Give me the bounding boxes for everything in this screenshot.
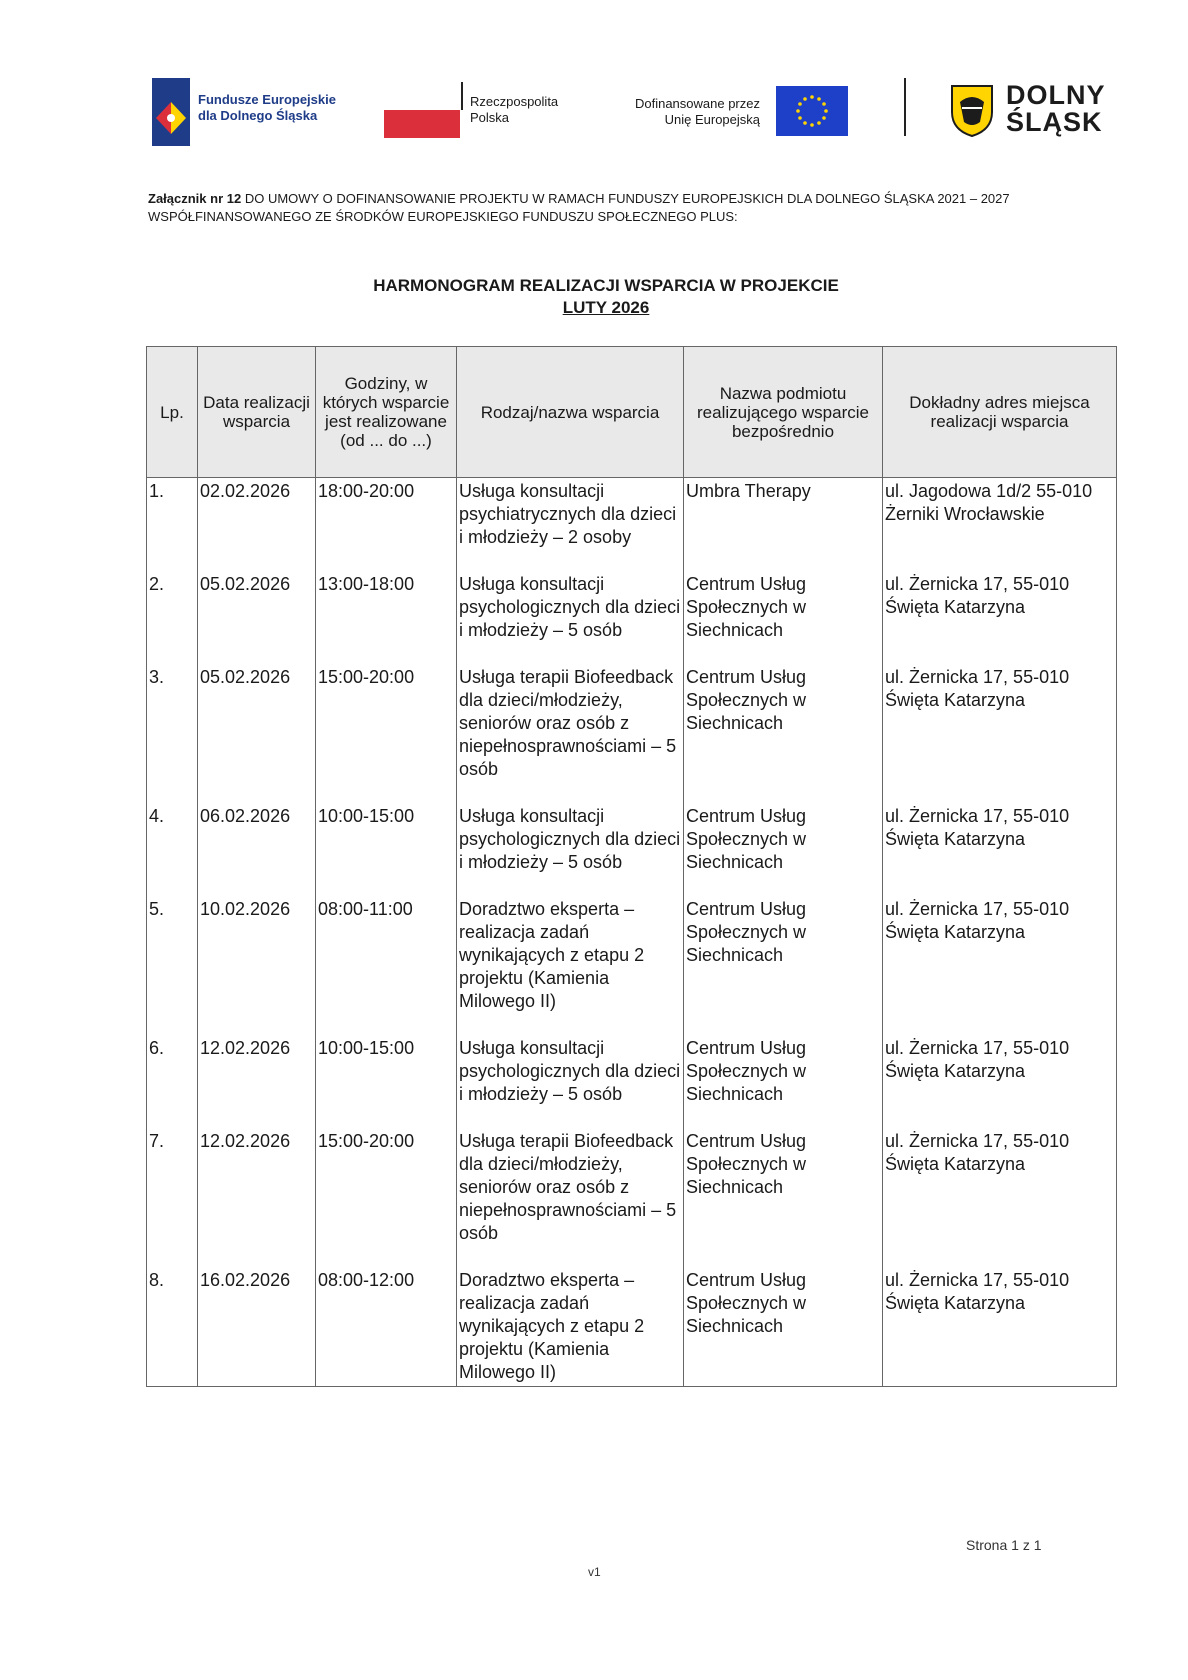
cell-address: ul. Żernicka 17, 55-010 Święta Katarzyna <box>883 1128 1117 1267</box>
cell-hours: 08:00-11:00 <box>316 896 457 1035</box>
fe-line2: dla Dolnego Śląska <box>198 108 318 123</box>
cell-hours: 10:00-15:00 <box>316 1035 457 1128</box>
cell-date: 02.02.2026 <box>198 478 316 572</box>
fe-logo-text <box>198 92 336 124</box>
table-row <box>147 571 1117 664</box>
document-subtitle: LUTY 2026 <box>562 298 650 317</box>
document-title-block <box>148 275 1064 319</box>
cell-address: ul. Jagodowa 1d/2 55-010 Żerniki Wrocławskie <box>883 478 1117 572</box>
eu-logo-text <box>610 96 760 128</box>
cell-lp: 2. <box>147 571 198 664</box>
cell-type: Doradztwo eksperta – realizacja zadań wynikających z etapu 2 projektu (Kamienia Milowego II) <box>457 896 684 1035</box>
attachment-note <box>148 190 1068 226</box>
cell-type: Usługa terapii Biofeedback dla dzieci/młodzieży, seniorów oraz osób z niepełnosprawnościami – 5 osób <box>457 1128 684 1267</box>
table-row <box>147 664 1117 803</box>
cell-type: Usługa konsultacji psychiatrycznych dla dzieci i młodzieży – 2 osoby <box>457 478 684 572</box>
cell-type: Usługa terapii Biofeedback dla dzieci/młodzieży, seniorów oraz osób z niepełnosprawnościami – 5 osób <box>457 664 684 803</box>
cell-address: ul. Żernicka 17, 55-010 Święta Katarzyna <box>883 803 1117 896</box>
cell-date: 05.02.2026 <box>198 571 316 664</box>
cell-provider: Centrum Usług Społecznych w Siechnicach <box>684 664 883 803</box>
attachment-text: DO UMOWY O DOFINANSOWANIE PROJEKTU W RAMACH FUNDUSZY EUROPEJSKICH DLA DOLNEGO ŚLĄSKA 2021 – 2027 WSPÓŁFINANSOWANEGO ZE ŚRODKÓW EUROPEJSKIEGO FUNDUSZU SPOŁECZNEGO PLUS: <box>148 191 1010 224</box>
table-row <box>147 1267 1117 1387</box>
cell-date: 06.02.2026 <box>198 803 316 896</box>
cell-date: 16.02.2026 <box>198 1267 316 1387</box>
cell-address: ul. Żernicka 17, 55-010 Święta Katarzyna <box>883 1035 1117 1128</box>
cell-provider: Centrum Usług Społecznych w Siechnicach <box>684 571 883 664</box>
cell-hours: 08:00-12:00 <box>316 1267 457 1387</box>
table-row <box>147 1128 1117 1267</box>
version-label: v1 <box>588 1565 601 1579</box>
page-number: Strona 1 z 1 <box>966 1537 1042 1553</box>
cell-hours: 15:00-20:00 <box>316 1128 457 1267</box>
pl-line2: Polska <box>470 110 510 125</box>
dolny-slask-crest-icon <box>948 82 996 138</box>
cell-lp: 1. <box>147 478 198 572</box>
table-header-row <box>147 347 1117 478</box>
table-row <box>147 478 1117 572</box>
cell-lp: 7. <box>147 1128 198 1267</box>
cell-hours: 18:00-20:00 <box>316 478 457 572</box>
cell-address: ul. Żernicka 17, 55-010 Święta Katarzyna <box>883 571 1117 664</box>
cell-provider: Centrum Usług Społecznych w Siechnicach <box>684 803 883 896</box>
pl-line1: Rzeczpospolita <box>470 94 559 109</box>
attachment-prefix: Załącznik nr 12 <box>148 191 242 206</box>
cell-lp: 3. <box>147 664 198 803</box>
dolny-slask-logo-text <box>1006 82 1106 136</box>
column-header-type: Rodzaj/nazwa wsparcia <box>457 347 684 478</box>
cell-type: Usługa konsultacji psychologicznych dla dzieci i młodzieży – 5 osób <box>457 803 684 896</box>
cell-lp: 8. <box>147 1267 198 1387</box>
cell-address: ul. Żernicka 17, 55-010 Święta Katarzyna <box>883 896 1117 1035</box>
fundusze-europejskie-logo-icon <box>152 78 190 146</box>
eu-flag-icon <box>776 86 848 136</box>
cell-provider: Centrum Usług Społecznych w Siechnicach <box>684 1267 883 1387</box>
column-header-date: Data realizacji wsparcia <box>198 347 316 478</box>
pl-logo-text <box>470 94 558 126</box>
table-row <box>147 1035 1117 1128</box>
cell-type: Doradztwo eksperta – realizacja zadań wynikających z etapu 2 projektu (Kamienia Milowego II) <box>457 1267 684 1387</box>
divider <box>904 78 906 136</box>
cell-type: Usługa konsultacji psychologicznych dla dzieci i młodzieży – 5 osób <box>457 1035 684 1128</box>
column-header-provider: Nazwa podmiotu realizującego wsparcie bezpośrednio <box>684 347 883 478</box>
cell-date: 05.02.2026 <box>198 664 316 803</box>
column-header-address: Dokładny adres miejsca realizacji wsparcia <box>883 347 1117 478</box>
ds-line1: DOLNY <box>1006 80 1106 110</box>
table-row <box>147 896 1117 1035</box>
cell-hours: 10:00-15:00 <box>316 803 457 896</box>
schedule-table <box>146 346 1117 1387</box>
cell-hours: 13:00-18:00 <box>316 571 457 664</box>
table-row <box>147 803 1117 896</box>
cell-provider: Umbra Therapy <box>684 478 883 572</box>
cell-date: 12.02.2026 <box>198 1128 316 1267</box>
eu-line2: Unię Europejską <box>664 112 760 127</box>
cell-lp: 4. <box>147 803 198 896</box>
polish-flag-icon <box>384 82 460 138</box>
cell-date: 12.02.2026 <box>198 1035 316 1128</box>
cell-date: 10.02.2026 <box>198 896 316 1035</box>
column-header-lp: Lp. <box>147 347 198 478</box>
ds-line2: ŚLĄSK <box>1006 107 1103 137</box>
cell-type: Usługa konsultacji psychologicznych dla dzieci i młodzieży – 5 osób <box>457 571 684 664</box>
cell-address: ul. Żernicka 17, 55-010 Święta Katarzyna <box>883 664 1117 803</box>
cell-lp: 5. <box>147 896 198 1035</box>
cell-provider: Centrum Usług Społecznych w Siechnicach <box>684 1035 883 1128</box>
cell-address: ul. Żernicka 17, 55-010 Święta Katarzyna <box>883 1267 1117 1387</box>
document-title: HARMONOGRAM REALIZACJI WSPARCIA W PROJEKCIE <box>373 276 839 295</box>
fe-line1: Fundusze Europejskie <box>198 92 336 107</box>
cell-lp: 6. <box>147 1035 198 1128</box>
logo-bar <box>148 78 1128 158</box>
cell-hours: 15:00-20:00 <box>316 664 457 803</box>
cell-provider: Centrum Usług Społecznych w Siechnicach <box>684 896 883 1035</box>
eu-line1: Dofinansowane przez <box>634 96 760 111</box>
cell-provider: Centrum Usług Społecznych w Siechnicach <box>684 1128 883 1267</box>
divider <box>461 82 463 110</box>
column-header-hours: Godziny, w których wsparcie jest realizowane (od ... do ...) <box>316 347 457 478</box>
